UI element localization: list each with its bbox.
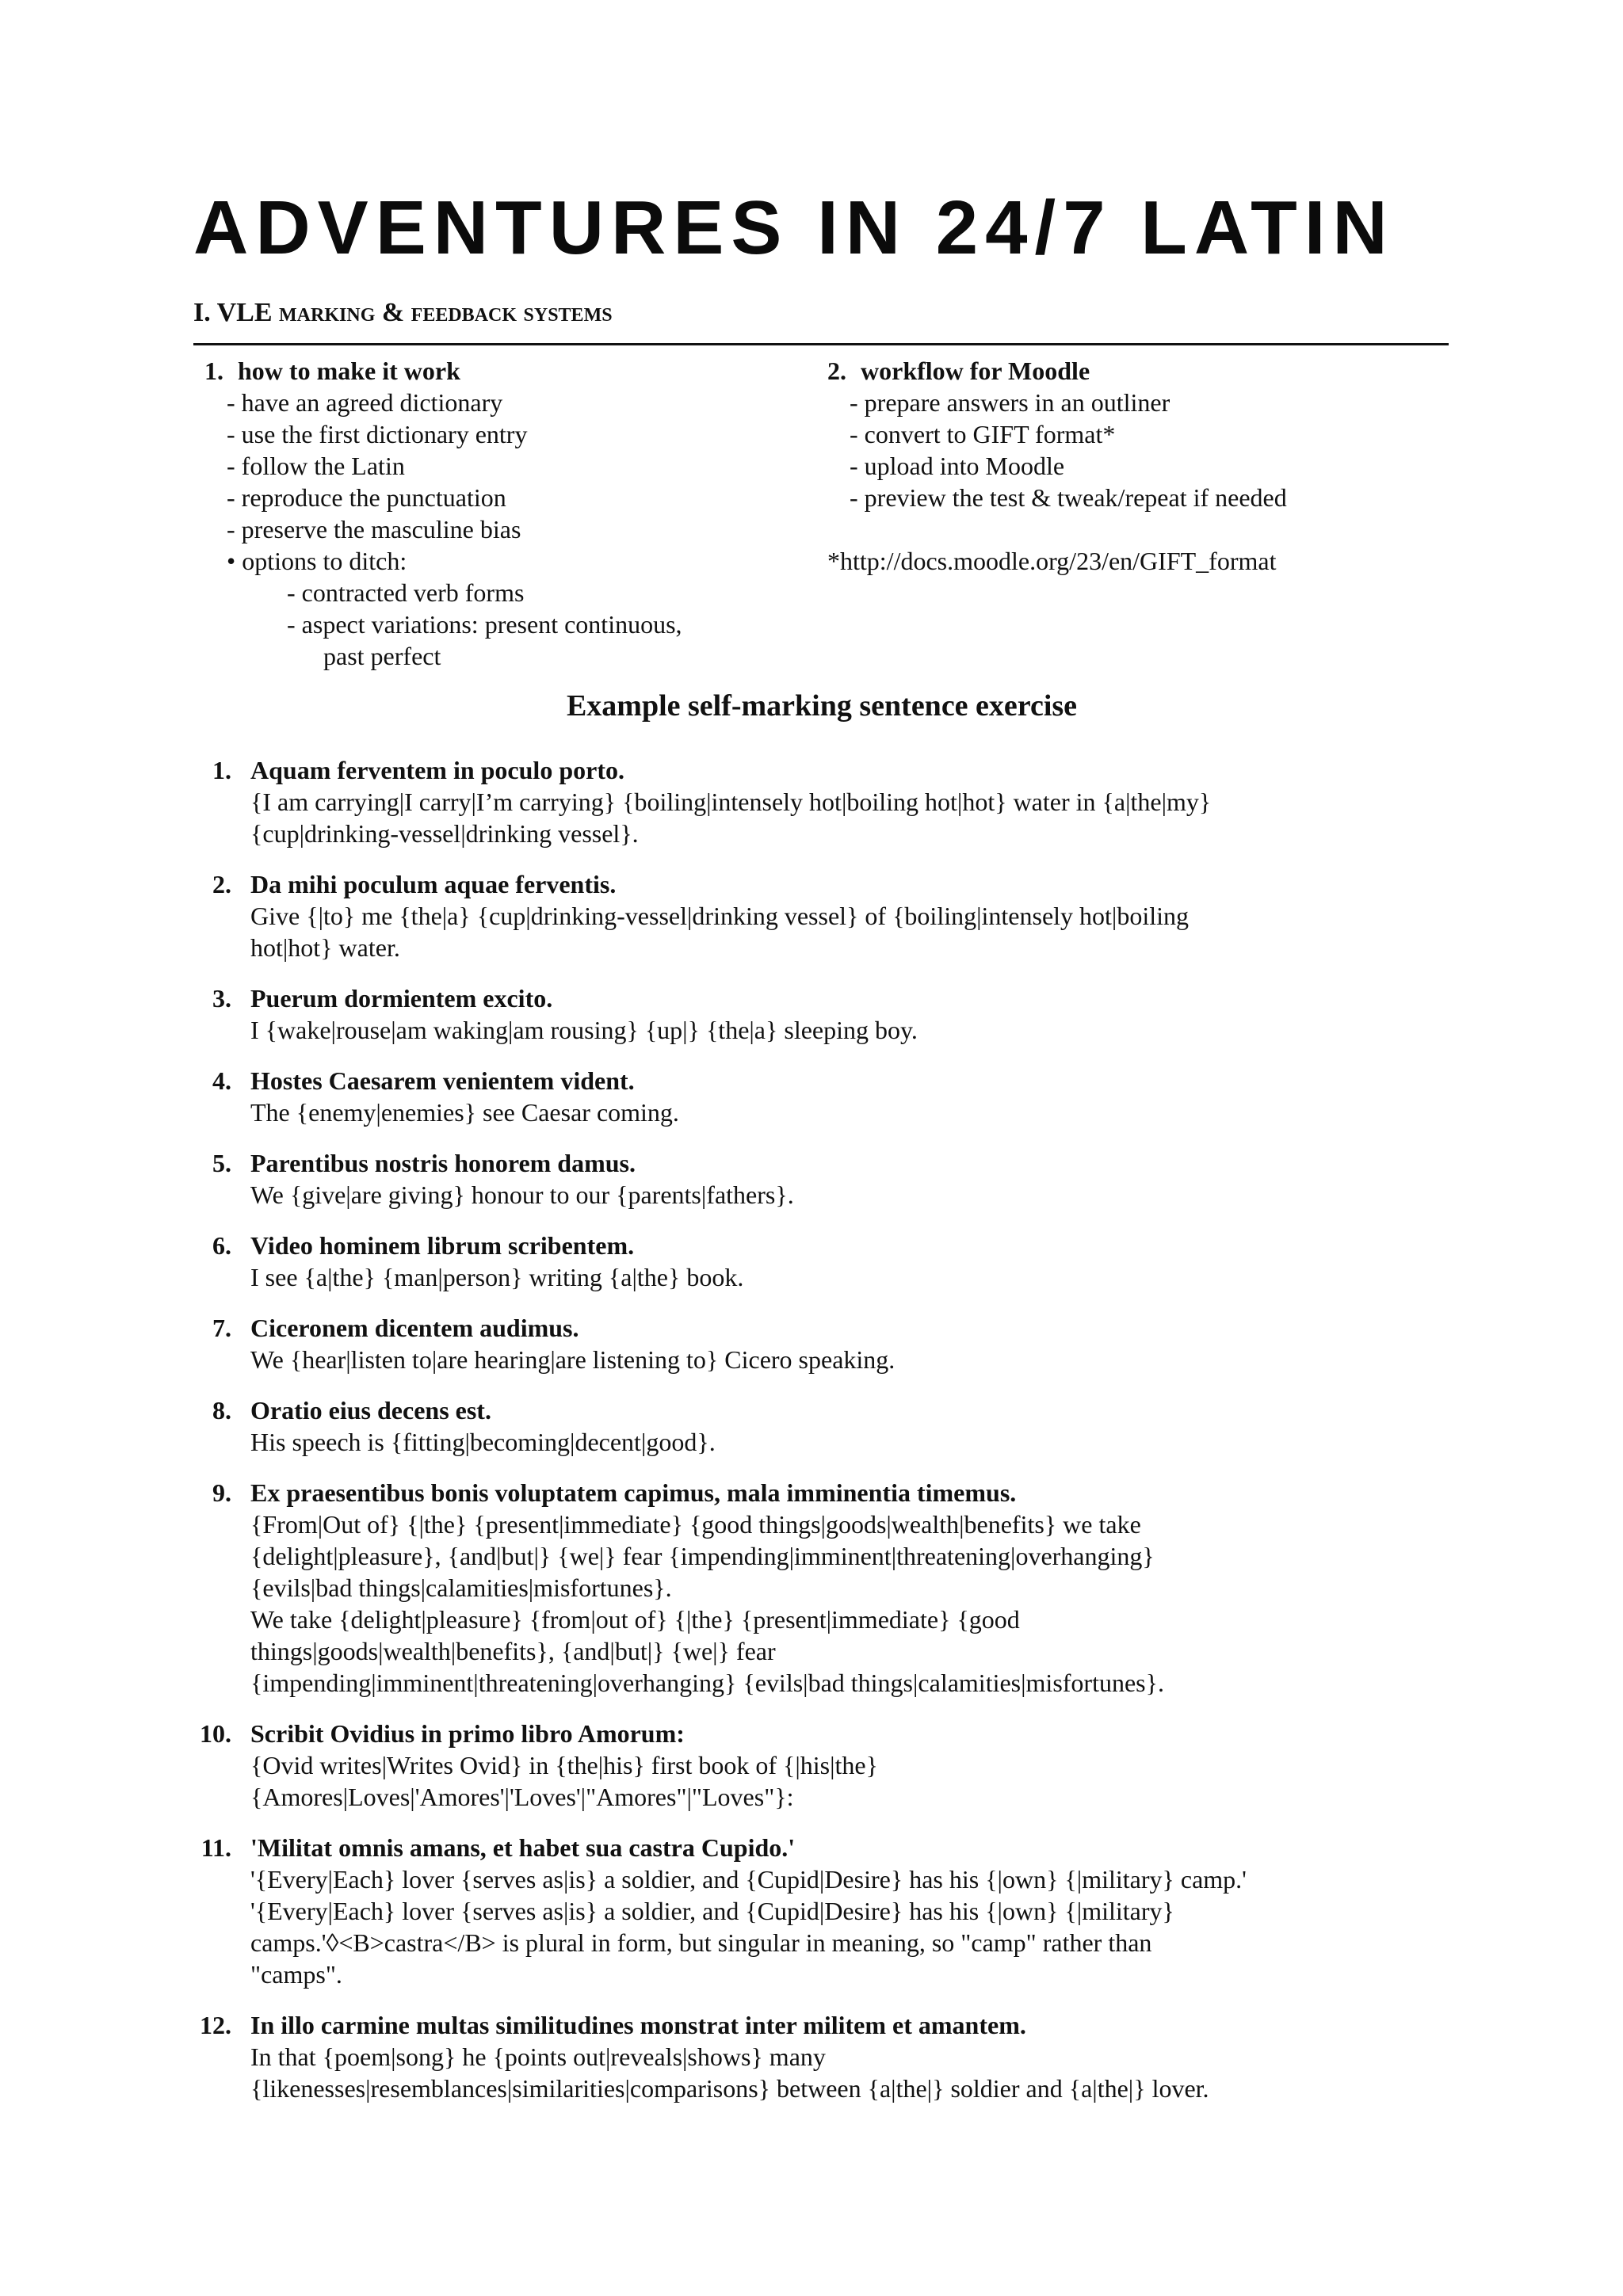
exercise-item <box>193 1230 1461 1293</box>
left-dash-item: - reproduce the punctuation <box>227 483 506 512</box>
exercise-number: 12. <box>200 2011 231 2039</box>
answer-line: "camps". <box>250 1960 342 1989</box>
latin-sentence: Ex praesentibus bonis voluptatem capimus, mala imminentia timemus. <box>250 1478 1017 1507</box>
latin-sentence: Puerum dormientem excito. <box>250 984 553 1013</box>
left-sub-item: - aspect variations: present continuous, <box>287 610 682 639</box>
left-dash-item: - follow the Latin <box>227 452 405 480</box>
answer-line: camps.'◊<B>castra</B> is plural in form, but singular in meaning, so "camp" rather than <box>250 1928 1152 1957</box>
subtitle-rest: marking & feedback systems <box>279 298 613 327</box>
right-heading-text: workflow for Moodle <box>861 357 1090 385</box>
right-dash-item: - convert to GIFT format* <box>850 420 1116 448</box>
answer-line: {I am carrying|I carry|I’m carrying} {boiling|intensely hot|boiling hot|hot} water in {a|the|my} <box>250 788 1212 816</box>
latin-sentence: In illo carmine multas similitudines monstrat inter militem et amantem. <box>250 2011 1026 2039</box>
left-dash-item: - have an agreed dictionary <box>227 388 503 417</box>
right-dash-item: - prepare answers in an outliner <box>850 388 1170 417</box>
answer-line: {evils|bad things|calamities|misfortunes}. <box>250 1573 672 1602</box>
latin-sentence: Scribit Ovidius in primo libro Amorum: <box>250 1719 685 1748</box>
exercise-number: 3. <box>212 984 231 1013</box>
exercise-item <box>193 1477 1461 1699</box>
left-dash-item: - preserve the masculine bias <box>227 515 521 543</box>
right-dash-item: - upload into Moodle <box>850 452 1065 480</box>
exercise-item <box>193 1832 1461 1990</box>
answer-line: We {give|are giving} honour to our {parents|fathers}. <box>250 1180 794 1209</box>
spacer <box>827 513 1461 545</box>
exercise-section-heading: Example self-marking sentence exercise <box>566 689 1078 723</box>
answer-line: things|goods|wealth|benefits}, {and|but|} {we|} fear <box>250 1637 776 1665</box>
answer-line: hot|hot} water. <box>250 933 400 962</box>
left-bullet-item: • options to ditch: <box>227 547 407 575</box>
left-sub-item-continuation: past perfect <box>323 642 441 670</box>
answer-line: His speech is {fitting|becoming|decent|good}. <box>250 1428 716 1456</box>
latin-sentence: Aquam ferventem in poculo porto. <box>250 756 624 784</box>
gift-format-footnote: *http://docs.moodle.org/23/en/GIFT_format <box>827 547 1277 575</box>
exercise-number: 9. <box>212 1478 231 1507</box>
answer-line: {From|Out of} {|the} {present|immediate} {good things|goods|wealth|benefits} we take <box>250 1510 1141 1539</box>
latin-sentence: Video hominem librum scribentem. <box>250 1231 635 1260</box>
exercise-item <box>193 1147 1461 1211</box>
exercise-number: 1. <box>212 756 231 784</box>
latin-sentence: Hostes Caesarem venientem vident. <box>250 1066 635 1095</box>
answer-line: {Amores|Loves|'Amores'|'Loves'|"Amores"|"Loves"}: <box>250 1783 794 1811</box>
answer-line: {impending|imminent|threatening|overhanging} {evils|bad things|calamities|misfortunes}. <box>250 1669 1164 1697</box>
answer-line: {Ovid writes|Writes Ovid} in {the|his} first book of {|his|the} <box>250 1751 878 1779</box>
exercise-number: 6. <box>212 1231 231 1260</box>
left-dash-item: - use the first dictionary entry <box>227 420 528 448</box>
latin-sentence: Oratio eius decens est. <box>250 1396 491 1425</box>
section-subtitle <box>193 299 613 326</box>
answer-line: {likenesses|resemblances|similarities|comparisons} between {a|the|} soldier and {a|the|} lover. <box>250 2074 1209 2103</box>
exercise-item <box>193 982 1461 1046</box>
answer-line: I {wake|rouse|am waking|am rousing} {up|} {the|a} sleeping boy. <box>250 1016 918 1044</box>
exercise-number: 7. <box>212 1314 231 1342</box>
exercise-item <box>193 754 1461 849</box>
exercise-item <box>193 1312 1461 1375</box>
latin-sentence: Ciceronem dicentem audimus. <box>250 1314 579 1342</box>
exercise-item <box>193 1394 1461 1458</box>
answer-line: '{Every|Each} lover {serves as|is} a soldier, and {Cupid|Desire} has his {|own} {|military} camp.' <box>250 1865 1247 1894</box>
exercise-item <box>193 2009 1461 2104</box>
exercise-item <box>193 1065 1461 1128</box>
latin-sentence: Parentibus nostris honorem damus. <box>250 1149 636 1177</box>
latin-sentence: 'Militat omnis amans, et habet sua castra Cupido.' <box>250 1833 796 1862</box>
exercise-number: 5. <box>212 1149 231 1177</box>
exercise-number: 8. <box>212 1396 231 1425</box>
answer-line: We {hear|listen to|are hearing|are listening to} Cicero speaking. <box>250 1345 896 1374</box>
right-column <box>827 355 1461 577</box>
exercise-number: 2. <box>212 870 231 898</box>
page-title: ADVENTURES IN 24/7 LATIN <box>193 185 1395 270</box>
answer-line: I see {a|the} {man|person} writing {a|the} book. <box>250 1263 744 1291</box>
subtitle-prefix: I. VLE <box>193 298 273 327</box>
exercise-number: 11. <box>200 1833 231 1862</box>
exercise-list <box>193 754 1461 2123</box>
left-heading-text: how to make it work <box>238 357 460 385</box>
left-column <box>204 355 918 672</box>
left-sub-item: - contracted verb forms <box>287 578 525 607</box>
title-rule <box>193 343 1449 345</box>
answer-line: {delight|pleasure}, {and|but|} {we|} fear {impending|imminent|threatening|overhanging} <box>250 1542 1155 1570</box>
right-heading-number: 2. <box>827 357 846 385</box>
exercise-number: 4. <box>212 1066 231 1095</box>
answer-line: In that {poem|song} he {points out|reveals|shows} many <box>250 2042 826 2071</box>
exercise-item <box>193 868 1461 963</box>
left-heading <box>204 355 918 387</box>
answer-line: We take {delight|pleasure} {from|out of} {|the} {present|immediate} {good <box>250 1605 1020 1634</box>
answer-line: {cup|drinking-vessel|drinking vessel}. <box>250 819 639 848</box>
answer-line: The {enemy|enemies} see Caesar coming. <box>250 1098 679 1127</box>
exercise-number: 10. <box>200 1719 231 1748</box>
exercise-item <box>193 1718 1461 1813</box>
answer-line: '{Every|Each} lover {serves as|is} a soldier, and {Cupid|Desire} has his {|own} {|military} <box>250 1897 1174 1925</box>
left-heading-number: 1. <box>204 357 223 385</box>
answer-line: Give {|to} me {the|a} {cup|drinking-vessel|drinking vessel} of {boiling|intensely hot|boiling <box>250 902 1189 930</box>
latin-sentence: Da mihi poculum aquae ferventis. <box>250 870 617 898</box>
right-dash-item: - preview the test & tweak/repeat if needed <box>850 483 1287 512</box>
right-heading <box>827 355 1461 387</box>
